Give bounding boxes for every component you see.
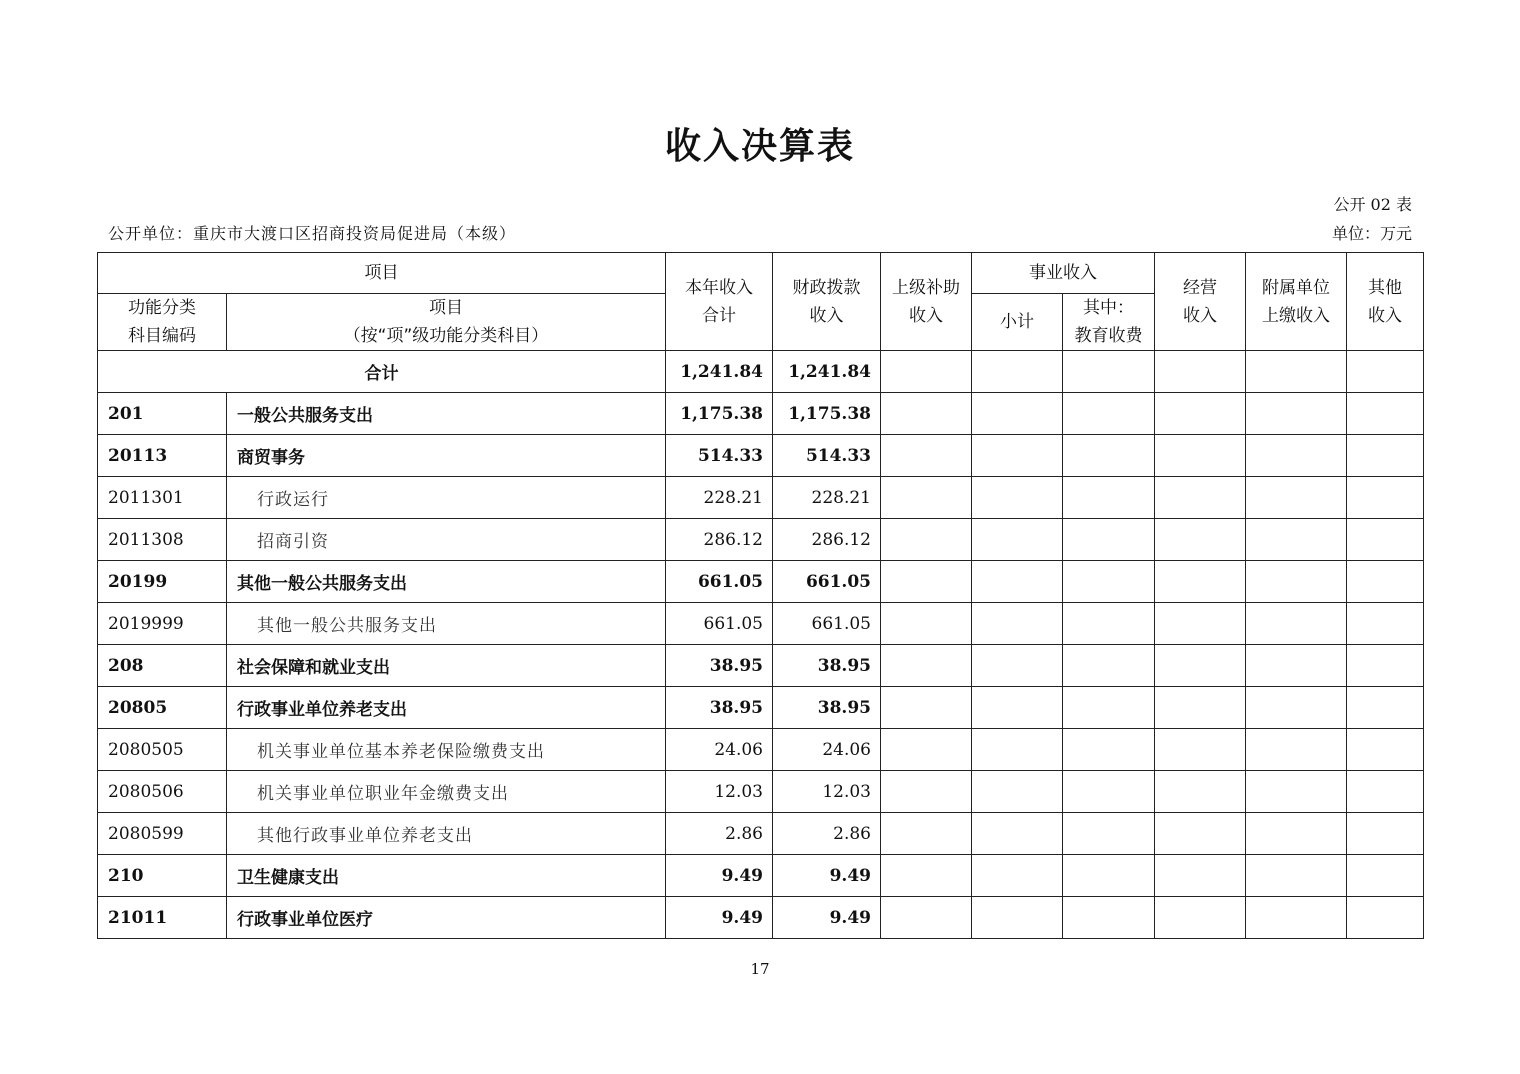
empty-cell	[1246, 477, 1347, 519]
row-total: 2.86	[666, 813, 773, 855]
empty-cell	[1155, 603, 1246, 645]
header-fiscal: 财政拨款 收入	[773, 253, 881, 351]
empty-cell	[1155, 645, 1246, 687]
table-row	[98, 477, 1424, 519]
empty-cell	[1246, 855, 1347, 897]
table-body	[98, 393, 1424, 939]
row-code: 208	[98, 645, 227, 687]
empty-cell	[1063, 435, 1155, 477]
empty-cell	[1155, 771, 1246, 813]
empty-cell	[1246, 519, 1347, 561]
empty-cell	[972, 603, 1063, 645]
empty-cell	[881, 813, 972, 855]
row-name: 招商引资	[227, 519, 666, 561]
row-name: 行政事业单位养老支出	[227, 687, 666, 729]
table-row	[98, 603, 1424, 645]
empty-cell	[1246, 645, 1347, 687]
row-total: 38.95	[666, 687, 773, 729]
total-fiscal: 1,241.84	[773, 351, 881, 393]
row-code: 210	[98, 855, 227, 897]
row-fiscal: 12.03	[773, 771, 881, 813]
header-code: 功能分类 科目编码	[98, 294, 227, 351]
row-total: 12.03	[666, 771, 773, 813]
total-row	[98, 351, 1424, 393]
row-code: 201	[98, 393, 227, 435]
row-fiscal: 661.05	[773, 561, 881, 603]
row-code: 2011301	[98, 477, 227, 519]
table-row	[98, 435, 1424, 477]
page-title: 收入决算表	[664, 126, 855, 167]
empty-cell	[1246, 561, 1347, 603]
row-code: 20199	[98, 561, 227, 603]
row-name: 其他一般公共服务支出	[227, 603, 666, 645]
header-name: 项目 （按“项”级功能分类科目）	[227, 294, 666, 351]
empty-cell	[1347, 477, 1424, 519]
table-row	[98, 687, 1424, 729]
currency-unit: 单位：万元	[1331, 224, 1412, 243]
reporting-unit: 公开单位：重庆市大渡口区招商投资局促进局（本级）	[108, 224, 517, 243]
empty-cell	[1155, 477, 1246, 519]
empty-cell	[1063, 687, 1155, 729]
table-row	[98, 855, 1424, 897]
empty-cell	[1347, 393, 1424, 435]
header-business: 事业收入	[972, 253, 1155, 294]
empty-cell	[881, 603, 972, 645]
header-other: 其他 收入	[1347, 253, 1424, 351]
empty-cell	[972, 855, 1063, 897]
header-row-1	[98, 253, 1424, 294]
row-fiscal: 38.95	[773, 645, 881, 687]
empty-cell	[1063, 813, 1155, 855]
empty-cell	[1347, 813, 1424, 855]
empty-cell	[972, 813, 1063, 855]
header-total: 本年收入 合计	[666, 253, 773, 351]
table-row	[98, 645, 1424, 687]
row-name: 卫生健康支出	[227, 855, 666, 897]
row-total: 9.49	[666, 897, 773, 939]
header-affiliated: 附属单位 上缴收入	[1246, 253, 1347, 351]
empty-cell	[881, 771, 972, 813]
empty-cell	[881, 897, 972, 939]
empty-cell	[1347, 771, 1424, 813]
total-label: 合计	[98, 351, 666, 393]
empty-cell	[1063, 897, 1155, 939]
row-name: 机关事业单位职业年金缴费支出	[227, 771, 666, 813]
empty-cell	[972, 645, 1063, 687]
empty-cell	[1246, 393, 1347, 435]
empty-cell	[881, 561, 972, 603]
row-total: 38.95	[666, 645, 773, 687]
empty-cell	[1246, 771, 1347, 813]
row-total: 286.12	[666, 519, 773, 561]
empty-cell	[881, 519, 972, 561]
empty-cell	[1246, 687, 1347, 729]
header-subtotal: 小计	[972, 294, 1063, 351]
row-code: 21011	[98, 897, 227, 939]
empty-cell	[1347, 519, 1424, 561]
empty-cell	[1347, 687, 1424, 729]
row-code: 2080506	[98, 771, 227, 813]
empty-cell	[972, 561, 1063, 603]
empty-cell	[1347, 561, 1424, 603]
empty-cell	[881, 435, 972, 477]
empty-cell	[1246, 435, 1347, 477]
row-fiscal: 514.33	[773, 435, 881, 477]
page-number: 17	[750, 960, 770, 978]
empty-cell	[1246, 813, 1347, 855]
empty-cell	[1063, 603, 1155, 645]
income-table	[97, 252, 1424, 939]
header-edu-fee: 其中： 教育收费	[1063, 294, 1155, 351]
empty-cell	[1347, 897, 1424, 939]
form-number: 公开 02 表	[1333, 195, 1412, 214]
row-name: 其他一般公共服务支出	[227, 561, 666, 603]
row-total: 661.05	[666, 603, 773, 645]
empty-cell	[1063, 855, 1155, 897]
empty-cell	[1246, 897, 1347, 939]
row-fiscal: 2.86	[773, 813, 881, 855]
row-code: 20805	[98, 687, 227, 729]
empty-cell	[972, 897, 1063, 939]
total-amount: 1,241.84	[666, 351, 773, 393]
row-fiscal: 286.12	[773, 519, 881, 561]
row-fiscal: 228.21	[773, 477, 881, 519]
row-name: 其他行政事业单位养老支出	[227, 813, 666, 855]
row-code: 2080505	[98, 729, 227, 771]
row-total: 9.49	[666, 855, 773, 897]
empty-cell	[881, 855, 972, 897]
row-total: 661.05	[666, 561, 773, 603]
table-row	[98, 519, 1424, 561]
empty-cell	[972, 687, 1063, 729]
row-fiscal: 661.05	[773, 603, 881, 645]
row-name: 一般公共服务支出	[227, 393, 666, 435]
empty-cell	[1063, 477, 1155, 519]
empty-cell	[972, 393, 1063, 435]
empty-cell	[881, 477, 972, 519]
row-name: 商贸事务	[227, 435, 666, 477]
empty-cell	[1347, 435, 1424, 477]
row-fiscal: 24.06	[773, 729, 881, 771]
row-fiscal: 9.49	[773, 855, 881, 897]
row-name: 行政运行	[227, 477, 666, 519]
header-item: 项目	[98, 253, 666, 294]
row-fiscal: 9.49	[773, 897, 881, 939]
row-total: 514.33	[666, 435, 773, 477]
row-fiscal: 1,175.38	[773, 393, 881, 435]
empty-cell	[1063, 561, 1155, 603]
empty-cell	[1063, 729, 1155, 771]
empty-cell	[1155, 897, 1246, 939]
table-row	[98, 897, 1424, 939]
empty-cell	[1155, 813, 1246, 855]
empty-cell	[972, 435, 1063, 477]
table-row	[98, 729, 1424, 771]
row-name: 社会保障和就业支出	[227, 645, 666, 687]
empty-cell	[1155, 729, 1246, 771]
empty-cell	[1063, 393, 1155, 435]
table-row	[98, 561, 1424, 603]
row-total: 24.06	[666, 729, 773, 771]
empty-cell	[1347, 603, 1424, 645]
empty-cell	[881, 687, 972, 729]
empty-cell	[972, 771, 1063, 813]
table-row	[98, 771, 1424, 813]
empty-cell	[1347, 855, 1424, 897]
empty-cell	[972, 729, 1063, 771]
row-total: 228.21	[666, 477, 773, 519]
empty-cell	[1063, 771, 1155, 813]
header-operating: 经营 收入	[1155, 253, 1246, 351]
row-code: 2011308	[98, 519, 227, 561]
empty-cell	[881, 729, 972, 771]
row-code: 2019999	[98, 603, 227, 645]
empty-cell	[972, 477, 1063, 519]
empty-cell	[1155, 435, 1246, 477]
row-name: 机关事业单位基本养老保险缴费支出	[227, 729, 666, 771]
empty-cell	[881, 645, 972, 687]
row-code: 2080599	[98, 813, 227, 855]
table-row	[98, 813, 1424, 855]
empty-cell	[881, 393, 972, 435]
row-code: 20113	[98, 435, 227, 477]
empty-cell	[1246, 729, 1347, 771]
row-total: 1,175.38	[666, 393, 773, 435]
empty-cell	[1063, 645, 1155, 687]
empty-cell	[1246, 603, 1347, 645]
empty-cell	[1063, 519, 1155, 561]
empty-cell	[1155, 561, 1246, 603]
empty-cell	[1347, 645, 1424, 687]
empty-cell	[1155, 687, 1246, 729]
empty-cell	[1347, 729, 1424, 771]
row-fiscal: 38.95	[773, 687, 881, 729]
row-name: 行政事业单位医疗	[227, 897, 666, 939]
header-upper-subsidy: 上级补助 收入	[881, 253, 972, 351]
empty-cell	[1155, 855, 1246, 897]
table-row	[98, 393, 1424, 435]
empty-cell	[1155, 393, 1246, 435]
empty-cell	[1155, 519, 1246, 561]
empty-cell	[972, 519, 1063, 561]
